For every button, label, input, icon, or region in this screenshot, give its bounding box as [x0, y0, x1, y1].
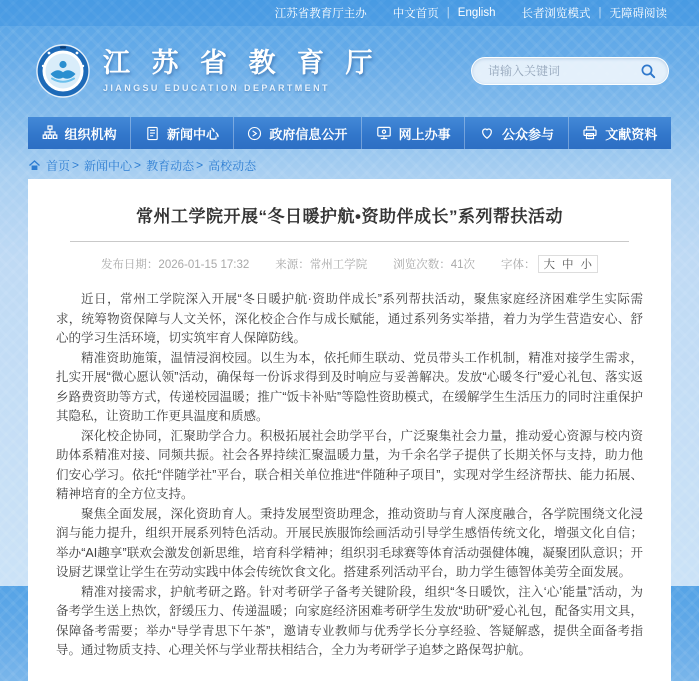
printer-icon — [582, 125, 598, 141]
topbar-separator: | — [446, 7, 450, 19]
font-size-control — [501, 255, 598, 273]
org-chart-icon — [42, 125, 58, 141]
topbar-link-accessibility[interactable]: 无障碍阅读 — [609, 8, 667, 20]
nav-item-organization[interactable] — [28, 117, 130, 149]
nav-item-label: 公众参与 — [501, 126, 554, 142]
topbar-link-elder-mode[interactable]: 长者浏览模式 — [521, 8, 591, 20]
topbar-separator: | — [598, 7, 602, 19]
nav-item-gov-info-disclosure[interactable] — [233, 117, 361, 149]
article-paragraph: 深化校企协同，汇聚助学合力。积极拓展社会助学平台，广泛聚集社会力量，推动爱心资源与校内资助体系精准对接、同频共振。社会各界持续汇聚温暖力量，为千余名学子提供了长期关怀与支持，助力他们安心学习。依托“伴随学社”平台，联合相关单位推进“伴随种子项目”，实现对学生经济帮扶、能力拓展、精神培育的全方位支持。 — [56, 428, 643, 501]
breadcrumb-home[interactable]: 首页 — [46, 158, 71, 173]
article-source: 来源：常州工学院 — [275, 259, 368, 271]
jiangsu-education-emblem-icon — [36, 44, 90, 98]
nav-item-news-center[interactable] — [130, 117, 232, 149]
online-service-icon — [376, 125, 392, 141]
article-paragraph: 近日，常州工学院深入开展“冬日暖护航·资助伴成长”系列帮扶活动，聚焦家庭经济困难学生实际需求，统筹物资保障与人文关怀，深化校企合作与成长赋能，通过系列务实举措，着力为学生营造安心、舒心的学习生活环境，切实筑牢育人保障防线。 — [56, 292, 643, 345]
font-size-label: 字体： — [501, 259, 536, 271]
site-title-english: JIANGSU EDUCATION DEPARTMENT — [103, 82, 330, 93]
view-count: 浏览次数：41次 — [393, 259, 476, 271]
top-utility-bar — [0, 0, 699, 26]
topbar-link-host[interactable]: 江苏省教育厅主办 — [274, 8, 367, 20]
info-disclosure-icon — [247, 126, 262, 141]
publish-date: 发布日期：2026-01-15 17:32 — [100, 259, 250, 271]
site-logo[interactable] — [36, 44, 380, 98]
topbar-link-chinese-home[interactable]: 中文首页 — [392, 8, 439, 20]
breadcrumb-education-news[interactable]: 教育动态 — [146, 158, 195, 173]
font-size-large-button[interactable]: 大 — [543, 259, 556, 271]
nav-item-label: 新闻中心 — [166, 126, 219, 142]
breadcrumb-separator: > — [72, 158, 80, 172]
search-input[interactable] — [486, 63, 638, 79]
article-paragraph: 聚焦全面发展，深化资助育人。秉持发展型资助理念，推动资助与育人深度融合，各学院围绕文化浸润与能力提升，组织开展系列特色活动。开展民族服饰绘画活动引导学生感悟传统文化，增强文化自信；举办“AI趣享”联欢会激发创新思维，培育科学精神；组织羽毛球赛等体育活动强健体魄，凝聚团队意识；开设厨艺课堂让学生在劳动实践中体会传统饮食文化。搭建系列活动平台，助力学生德智体美劳全面发展。 — [56, 506, 643, 579]
article-meta — [56, 255, 643, 273]
news-icon — [145, 126, 160, 141]
breadcrumb-university-news[interactable]: 高校动态 — [208, 158, 257, 173]
nav-item-label: 组织机构 — [64, 126, 117, 142]
nav-item-public-participation[interactable] — [464, 117, 567, 149]
article-paragraph: 精准资助施策，温情浸润校园。以生为本，依托师生联动、党员带头工作机制，精准对接学生需求，扎实开展“微心愿认领”活动，确保每一份诉求得到及时响应与妥善解决。发放“心暖冬行”爱心礼包、落实返乡路费资助等方式，传递校园温暖；推广“饭卡补贴”等隐性资助模式，在缓解学生生活压力的同时注重保护其隐私，让资助工作更具温度和质感。 — [56, 350, 643, 423]
nav-item-label: 文献资料 — [605, 126, 658, 142]
article-body — [56, 290, 643, 661]
breadcrumb-separator: > — [196, 158, 204, 172]
nav-item-label: 政府信息公开 — [269, 126, 348, 142]
title-divider — [70, 241, 629, 242]
main-nav — [28, 117, 671, 149]
site-title: 江 苏 省 教 育 厅 — [103, 48, 380, 79]
breadcrumb — [28, 156, 671, 174]
topbar-link-english[interactable]: English — [457, 7, 496, 19]
home-icon — [28, 159, 41, 172]
font-size-small-button[interactable]: 小 — [580, 259, 593, 271]
article-panel — [28, 179, 671, 681]
nav-item-online-services[interactable] — [361, 117, 464, 149]
nav-item-label: 网上办事 — [398, 126, 451, 142]
nav-item-documents[interactable] — [568, 117, 671, 149]
search-button[interactable] — [638, 63, 659, 80]
site-header — [0, 26, 699, 116]
breadcrumb-news-center[interactable]: 新闻中心 — [84, 158, 133, 173]
breadcrumb-separator: > — [134, 158, 142, 172]
font-size-medium-button[interactable]: 中 — [562, 259, 574, 271]
search-icon — [640, 63, 657, 80]
site-search — [471, 57, 669, 85]
article-title: 常州工学院开展“冬日暖护航•资助伴成长”系列帮扶活动 — [136, 207, 563, 226]
heart-icon — [479, 125, 495, 141]
article-paragraph: 精准对接需求，护航考研之路。针对考研学子备考关键阶段，组织“冬日暖饮，注入‘心’能量”活动，为备考学生送上热饮，舒缓压力、传递温暖；向家庭经济困难考研学生发放“助研”爱心礼包，配备实用文具，保障备考需要；举办“导学青思下午茶”，邀请专业教师与优秀学长分享经验、答疑解惑，提供全面备考指导。通过物质支持、心理关怀与学业帮扶相结合，全力为考研学子追梦之路保驾护航。 — [56, 584, 643, 657]
